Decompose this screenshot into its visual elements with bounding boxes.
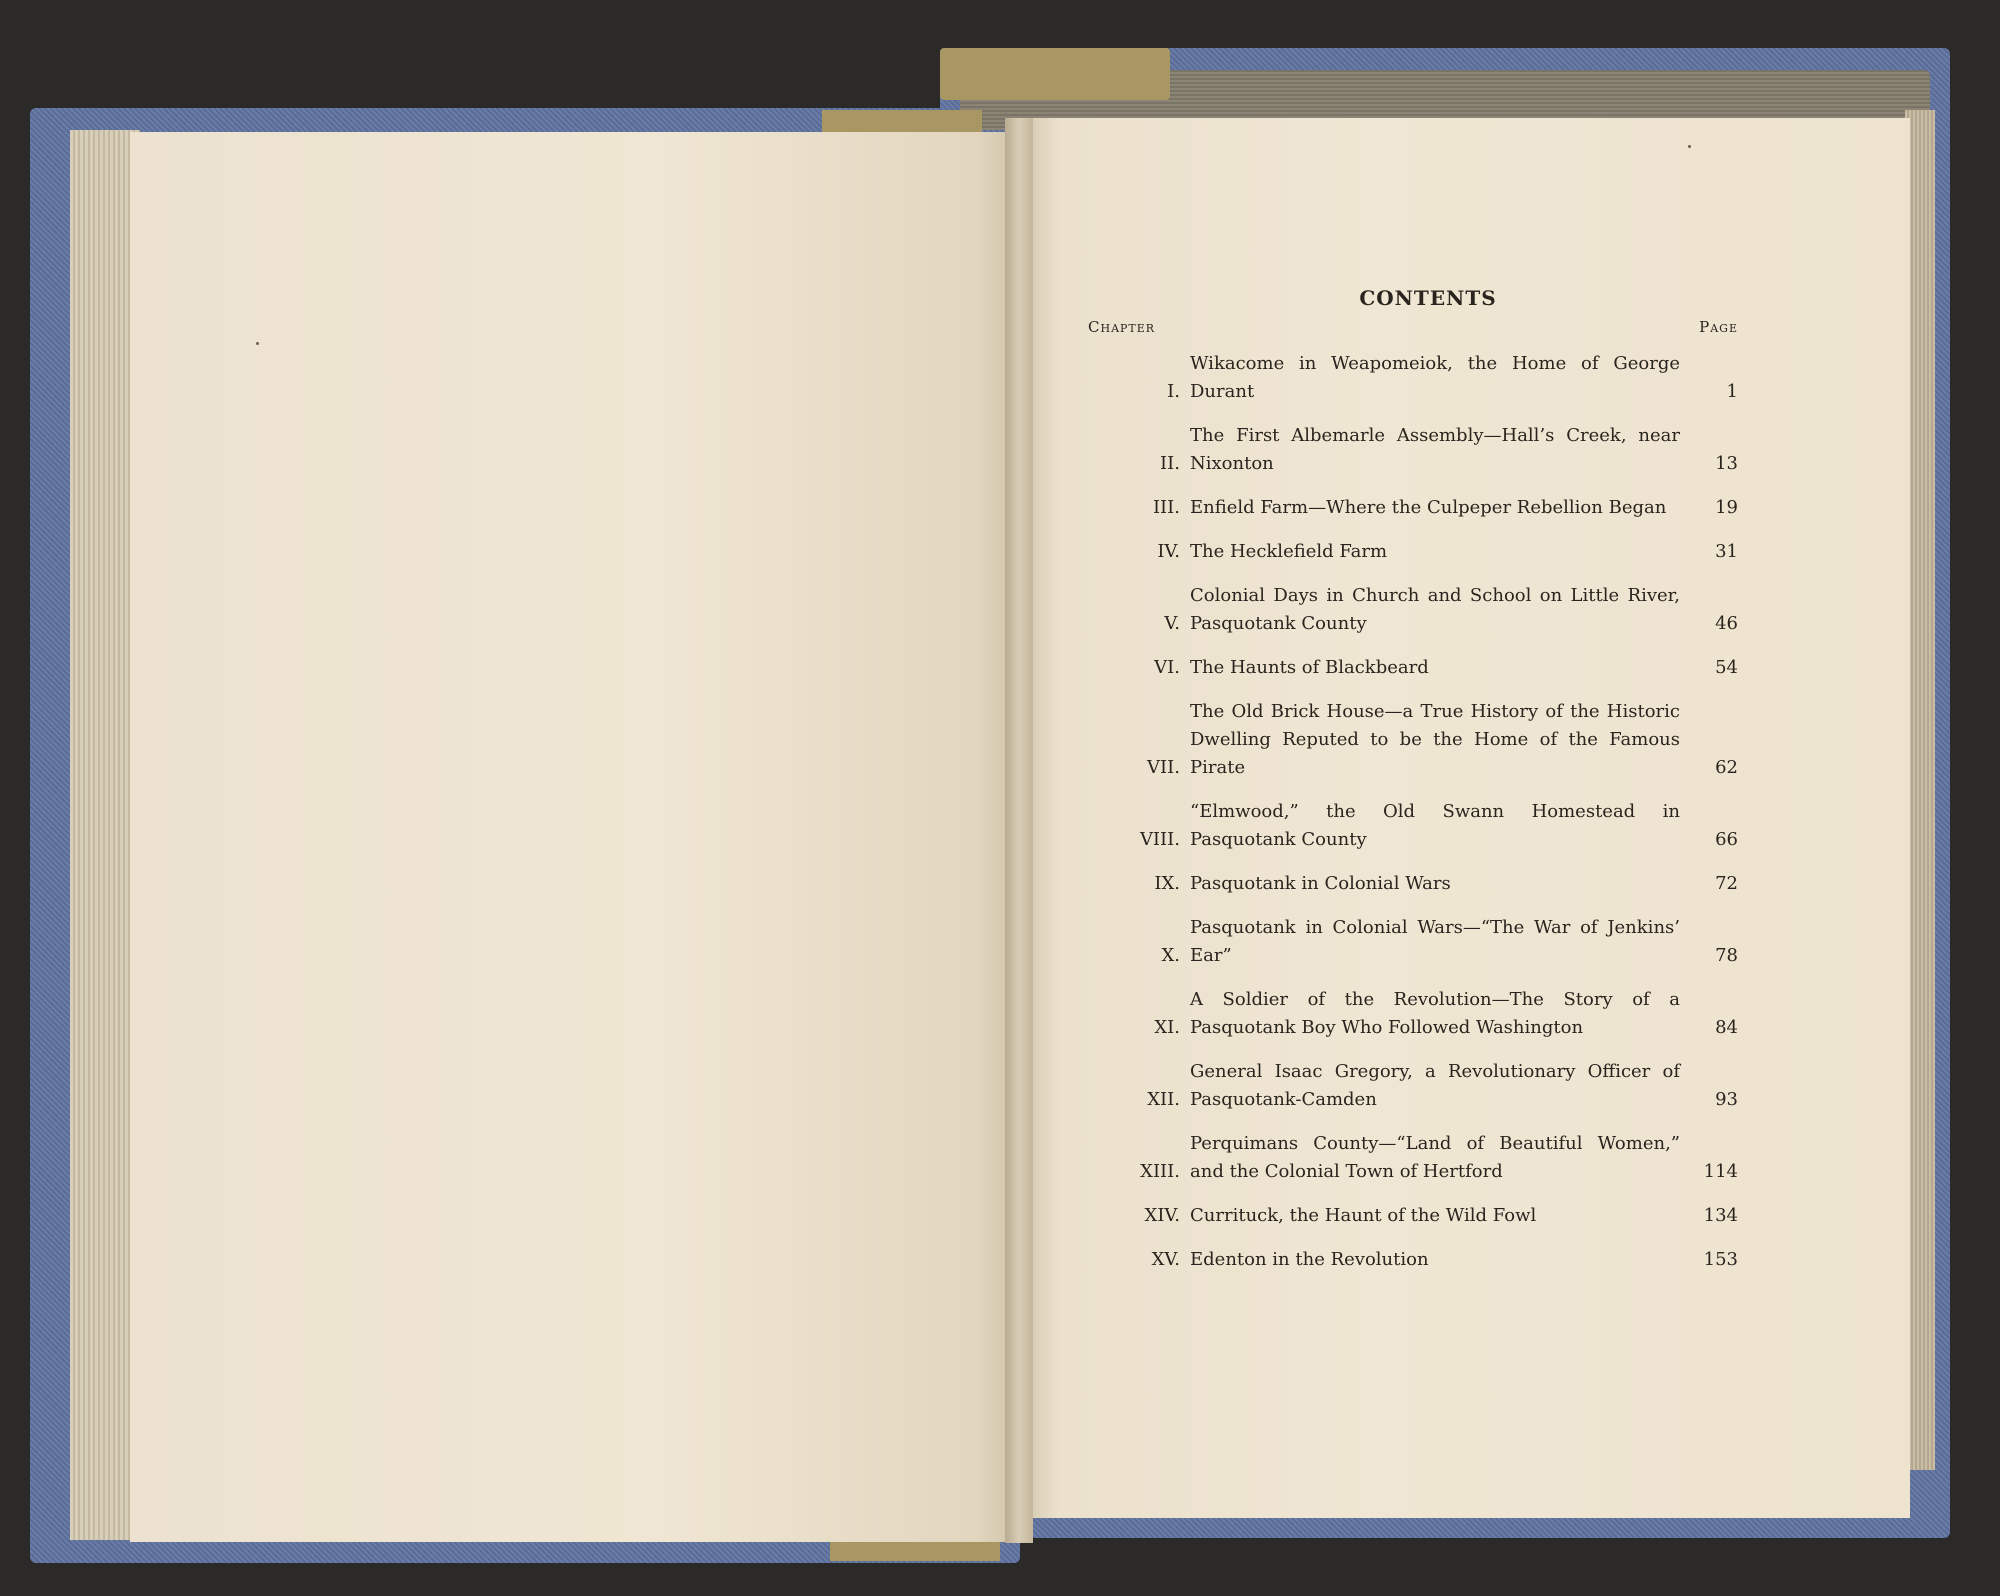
page-column-label: Page	[1699, 318, 1738, 336]
chapter-number: III.	[1152, 497, 1180, 518]
contents-header-row	[1088, 318, 1738, 336]
chapter-column-label: Chapter	[1088, 318, 1156, 336]
contents-entry	[1088, 1130, 1738, 1186]
contents-title: CONTENTS	[1359, 286, 1497, 310]
chapter-title: The First Albemarle Assembly—Hall’s Creek, near Nixonton	[1190, 425, 1680, 474]
page-number: 62	[1715, 757, 1738, 778]
page-number: 84	[1715, 1017, 1738, 1038]
contents-entry	[1088, 798, 1738, 854]
spine-tape	[940, 48, 1170, 100]
chapter-title: Colonial Days in Church and School on Little River, Pasquotank County	[1190, 585, 1680, 634]
chapter-title: Enfield Farm—Where the Culpeper Rebellion Began	[1190, 497, 1667, 518]
page-number: 153	[1703, 1249, 1738, 1270]
page-number: 66	[1715, 829, 1738, 850]
chapter-title: Currituck, the Haunt of the Wild Fowl	[1190, 1205, 1537, 1226]
chapter-number: VII.	[1147, 757, 1180, 778]
chapter-title: Perquimans County—“Land of Beautiful Women,” and the Colonial Town of Hertford	[1190, 1133, 1680, 1182]
chapter-title: A Soldier of the Revolution—The Story of a Pasquotank Boy Who Followed Washington	[1190, 989, 1680, 1038]
contents-entry	[1088, 1246, 1738, 1274]
contents-entry	[1088, 870, 1738, 898]
page-number: 134	[1703, 1205, 1738, 1226]
chapter-title: The Haunts of Blackbeard	[1190, 657, 1429, 678]
chapter-title: Pasquotank in Colonial Wars	[1190, 873, 1451, 894]
paper-speck	[1688, 145, 1691, 148]
chapter-number: XIII.	[1140, 1161, 1180, 1182]
page-number: 93	[1715, 1089, 1738, 1110]
chapter-number: II.	[1160, 453, 1180, 474]
chapter-number: I.	[1167, 381, 1180, 402]
contents-entry	[1088, 986, 1738, 1042]
contents-entry	[1088, 654, 1738, 682]
page-number: 72	[1715, 873, 1738, 894]
contents-entry	[1088, 582, 1738, 638]
page-number: 46	[1715, 613, 1738, 634]
contents-entry	[1088, 698, 1738, 782]
table-of-contents	[1088, 286, 1738, 1290]
chapter-title: The Hecklefield Farm	[1190, 541, 1388, 562]
chapter-number: IV.	[1157, 541, 1180, 562]
chapter-number: XII.	[1147, 1089, 1180, 1110]
chapter-title: “Elmwood,” the Old Swann Homestead in Pasquotank County	[1190, 801, 1680, 850]
contents-entry	[1088, 494, 1738, 522]
contents-entry	[1088, 1058, 1738, 1114]
contents-entry	[1088, 538, 1738, 566]
page-number: 114	[1703, 1161, 1738, 1182]
chapter-number: X.	[1161, 945, 1180, 966]
page-number: 19	[1715, 497, 1738, 518]
chapter-title: Edenton in the Revolution	[1190, 1249, 1429, 1270]
chapter-number: XV.	[1151, 1249, 1180, 1270]
paper-speck	[256, 342, 259, 345]
contents-entries	[1088, 350, 1738, 1274]
chapter-number: IX.	[1154, 873, 1180, 894]
chapter-number: VI.	[1154, 657, 1180, 678]
page-number: 13	[1715, 453, 1738, 474]
chapter-number: XI.	[1154, 1017, 1180, 1038]
chapter-title: Wikacome in Weapomeiok, the Home of George Durant	[1190, 353, 1680, 402]
contents-entry	[1088, 1202, 1738, 1230]
book-gutter	[1005, 118, 1033, 1543]
chapter-number: VIII.	[1139, 829, 1180, 850]
page-number: 31	[1715, 541, 1738, 562]
contents-entry	[1088, 914, 1738, 970]
chapter-title: General Isaac Gregory, a Revolutionary Officer of Pasquotank-Camden	[1190, 1061, 1680, 1110]
page-number: 78	[1715, 945, 1738, 966]
chapter-number: XIV.	[1144, 1205, 1180, 1226]
page-number: 1	[1726, 381, 1738, 402]
contents-entry	[1088, 350, 1738, 406]
contents-entry	[1088, 422, 1738, 478]
chapter-title: The Old Brick House—a True History of the Historic Dwelling Reputed to be the Home of the Famous Pirate	[1190, 701, 1680, 778]
page-number: 54	[1715, 657, 1738, 678]
chapter-title: Pasquotank in Colonial Wars—“The War of Jenkins’ Ear”	[1190, 917, 1680, 966]
chapter-number: V.	[1164, 613, 1180, 634]
left-page-blank	[130, 132, 1020, 1542]
